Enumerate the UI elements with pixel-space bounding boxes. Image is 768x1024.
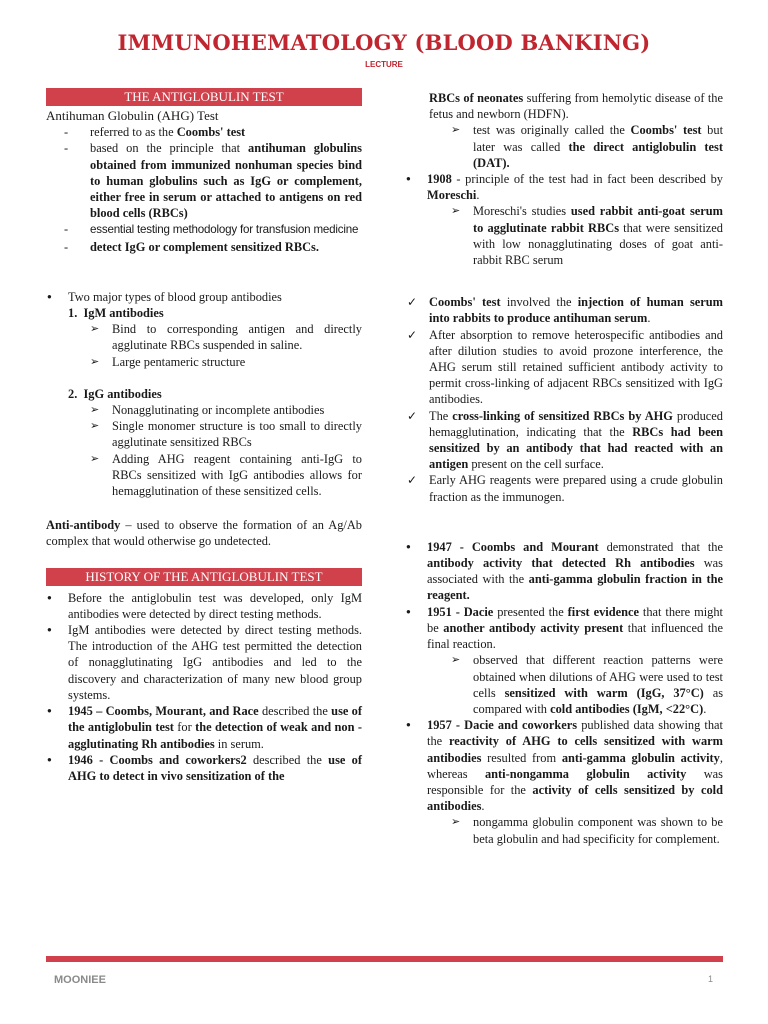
list-item: ✓ Coombs' test involved the injection of human serum into rabbits to produce antihuman serum.: [405, 294, 723, 326]
continued-paragraph: RBCs of neonates suffering from hemolytic disease of the fetus and newborn (HDFN).: [429, 91, 724, 122]
list-item: ✓ After absorption to remove heterospecific antibodies and after dilution studies to avoid prozone interference, the AHG serum still retained sufficient antibody activity to permit cross-linking of adjacent RBCs sensitized with IgG antibodies.: [405, 327, 723, 408]
section-band-history: HISTORY OF THE ANTIGLOBULIN TEST: [46, 568, 362, 586]
list-item: ● 1951 - Dacie presented the first evidence that there might be another antibody activity present that influenced the final reaction.: [405, 604, 723, 653]
list-item: ➢ Bind to corresponding antigen and directly agglutinate RBCs suspended in saline.: [90, 321, 362, 353]
list-item: ● IgM antibodies were detected by direct testing methods. The introduction of the AHG test permitted the detection of nonagglutinating IgG antibodies and led to the discovery and characterization of many new blood group systems.: [46, 622, 362, 703]
list-item: ● Two major types of blood group antibodies: [46, 289, 362, 305]
right-column: [405, 90, 723, 847]
list-item: ➢ Large pentameric structure: [90, 354, 362, 370]
list-item: ➢ Single monomer structure is too small to directly agglutinate sensitized RBCs: [90, 418, 362, 450]
ahg-dash-list: [46, 124, 362, 255]
list-item: ➢ Adding AHG reagent containing anti-IgG to RBCs sensitized with IgG antibodies allows for hemagglutination of these sensitized cells.: [90, 451, 362, 500]
section-band-antiglobulin-test: THE ANTIGLOBULIN TEST: [46, 88, 362, 106]
list-item: ➢ nongamma globulin component was shown to be beta globulin and had specificity for complement.: [451, 814, 723, 846]
list-item: ● Before the antiglobulin test was developed, only IgM antibodies were detected by direct testing methods.: [46, 590, 362, 622]
moreschi-list: [405, 171, 723, 203]
antibody-types-list: [46, 289, 362, 305]
list-item: ➢ Moreschi's studies used rabbit anti-goat serum to agglutinate rabbit RBCs that were sensitized with low nonagglutinating doses of goat anti-rabbit RBC serum: [451, 203, 723, 268]
list-item: ● 1946 - Coombs and coworkers2 described the use of AHG to detect in vivo sensitization of the: [46, 752, 362, 784]
igm-title: 1. IgM antibodies: [68, 306, 164, 321]
history-continued-list: [405, 539, 723, 652]
list-item: ● 1945 – Coombs, Mourant, and Race described the use of the antiglobulin test for the detection of weak and non - agglutinating Rh antibodies in serum.: [46, 703, 362, 752]
list-item: - based on the principle that antihuman globulins obtained from immunized nonhuman species bind to human globulins such as IgG or complement, either free in serum or attached to antigens on red blood cells (RBCs): [46, 140, 362, 221]
nongamma-sublist: [451, 814, 723, 846]
page-number: 1: [708, 974, 714, 984]
dat-sublist: [451, 122, 723, 171]
moreschi-sublist: [451, 203, 723, 268]
list-item: ● 1908 - principle of the test had in fact been described by Moreschi.: [405, 171, 723, 203]
list-item: ✓ Early AHG reagents were prepared using a crude globulin fraction as the immunogen.: [405, 472, 723, 504]
list-item: - referred to as the Coombs' test: [46, 124, 362, 140]
dacie-sublist: [451, 652, 723, 717]
list-item: ➢ observed that different reaction patterns were obtained when dilutions of AHG were used to test cells sensitized with warm (IgG, 37°C) as compared with cold antibodies (IgM, <22°C).: [451, 652, 723, 717]
list-item: - detect IgG or complement sensitized RBCs.: [46, 239, 362, 255]
left-column: [46, 88, 362, 784]
history-list: [46, 590, 362, 784]
anti-antibody-paragraph: Anti-antibody – used to observe the formation of an Ag/Ab complex that would otherwise go undetected.: [46, 518, 362, 549]
page-subtitle: LECTURE: [365, 60, 403, 69]
list-item: ✓ The cross-linking of sensitized RBCs by AHG produced hemagglutination, indicating that the RBCs had been sensitized by an antibody that had reacted with an antigen present on the cell surface.: [405, 408, 723, 473]
page-title: IMMUNOHEMATOLOGY (BLOOD BANKING): [117, 30, 651, 55]
list-item: ● 1957 - Dacie and coworkers published data showing that the reactivity of AHG to cells sensitized with warm antibodies resulted from anti-gamma globulin activity, whereas anti-nongamma globulin activity was responsible for the activity of cells sensitized by cold antibodies.: [405, 717, 723, 814]
igg-title: 2. IgG antibodies: [68, 386, 162, 401]
igm-list: [90, 321, 362, 370]
coombs-check-list: [405, 294, 723, 505]
list-item: - essential testing methodology for transfusion medicine: [46, 221, 362, 238]
footer-divider: [46, 956, 723, 962]
footer-brand: MOONIEE: [54, 974, 106, 986]
list-item: ➢ test was originally called the Coombs' test but later was called the direct antiglobulin test (DAT).: [451, 122, 723, 171]
list-item: ➢ Nonagglutinating or incomplete antibodies: [90, 402, 362, 418]
section-heading-ahg: Antihuman Globulin (AHG) Test: [46, 108, 219, 123]
igg-list: [90, 402, 362, 499]
list-item: ● 1947 - Coombs and Mourant demonstrated that the antibody activity that detected Rh antibodies was associated with the anti-gamma globulin fraction in the reagent.: [405, 539, 723, 604]
dacie-1957-list: [405, 717, 723, 814]
